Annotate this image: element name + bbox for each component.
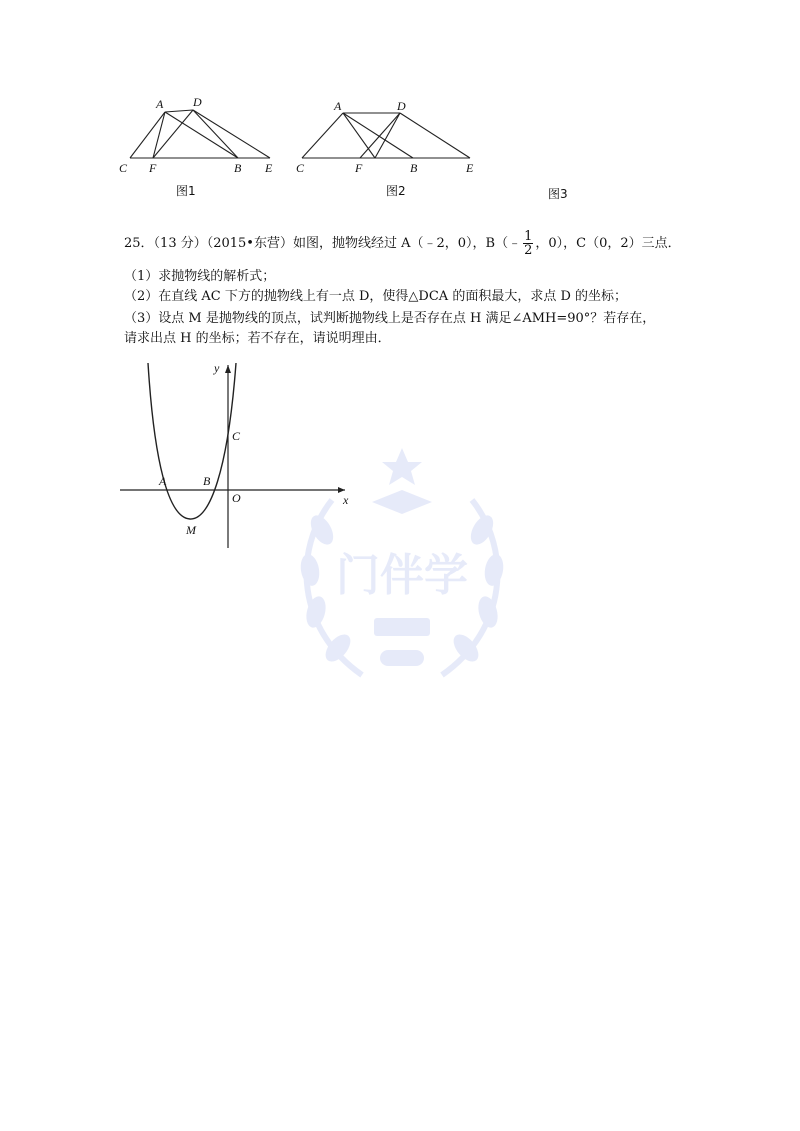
figure-1 <box>130 110 270 158</box>
label-a: A <box>334 99 342 113</box>
label-x-axis: x <box>343 493 349 507</box>
label-o: O <box>232 491 241 505</box>
watermark-text: 门伴学 <box>336 550 468 601</box>
figure-2-caption: 图2 <box>386 184 406 198</box>
label-b: B <box>410 161 418 175</box>
figure-3-caption: 图3 <box>548 187 568 201</box>
label-e: E <box>466 161 474 175</box>
fraction-one-half <box>523 230 533 257</box>
fraction-denominator: 2 <box>524 243 533 258</box>
question-prefix: 25．（13 分）（2015•东营）如图，抛物线经过 A（﹣2，0），B（﹣ <box>124 236 522 251</box>
question-item-3: （3）设点 M 是抛物线的顶点，试判断抛物线上是否存在点 H 满足∠AMH=90°？若存在， <box>124 311 656 326</box>
label-d: D <box>397 99 406 113</box>
question-item-3-cont: 请求出点 H 的坐标；若不存在，请说明理由． <box>124 331 391 346</box>
label-c: C <box>296 161 305 175</box>
label-m: M <box>186 523 196 537</box>
question-item-1: （1）求抛物线的解析式； <box>124 269 276 284</box>
question-title <box>124 230 681 257</box>
label-a: A <box>159 474 167 488</box>
question-suffix: ，0），C（0，2）三点． <box>535 236 681 251</box>
label-c: C <box>232 429 241 443</box>
figure-2 <box>302 113 470 158</box>
label-b: B <box>234 161 242 175</box>
label-c: C <box>119 161 128 175</box>
label-e: E <box>265 161 273 175</box>
label-b: B <box>203 474 211 488</box>
label-y-axis: y <box>214 361 220 375</box>
figure-2-labels <box>296 99 474 175</box>
figure-1-caption: 图1 <box>176 184 196 198</box>
label-f: F <box>149 161 157 175</box>
fraction-numerator: 1 <box>524 229 533 244</box>
parabola-curve <box>148 363 236 519</box>
figure-1-labels <box>119 95 273 175</box>
label-d: D <box>193 95 202 109</box>
label-a: A <box>156 97 164 111</box>
label-f: F <box>355 161 363 175</box>
watermark-logo <box>282 440 522 700</box>
question-item-2: （2）在直线 AC 下方的抛物线上有一点 D，使得△DCA 的面积最大，求点 D 的坐标； <box>124 289 628 304</box>
